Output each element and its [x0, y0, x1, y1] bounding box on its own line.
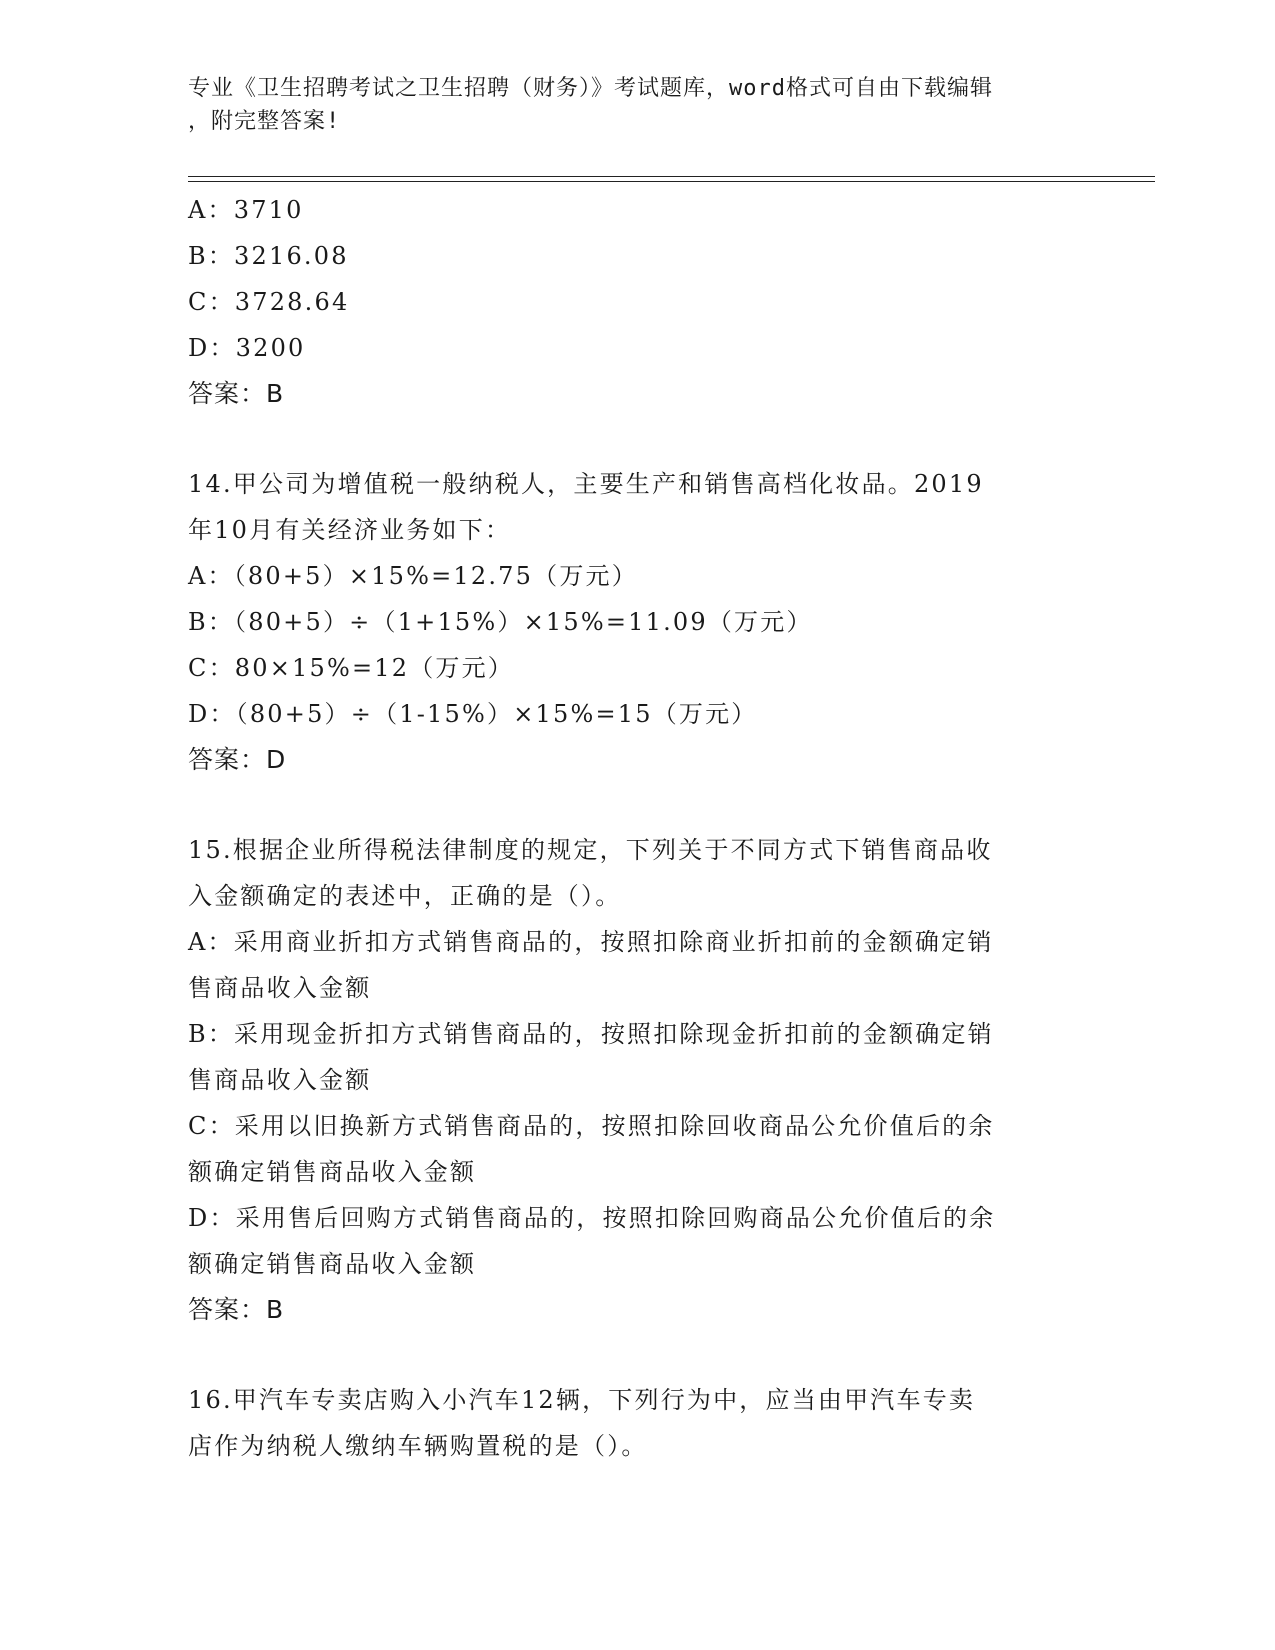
question-stem-line-2: 入金额确定的表述中，正确的是（）。 — [188, 882, 622, 910]
option-c-line-2: 额确定销售商品收入金额 — [188, 1158, 477, 1186]
option-b: B：3216.08 — [188, 242, 349, 270]
option-d: D：（80+5）÷（1-15%）×15%=15（万元） — [188, 700, 758, 728]
option-c-line-1: C：采用以旧换新方式销售商品的，按照扣除回收商品公允价值后的余 — [188, 1112, 995, 1140]
question-stem-line-1: 16.甲汽车专卖店购入小汽车12辆，下列行为中，应当由甲汽车专卖 — [188, 1386, 976, 1414]
header-title-line-2: ，附完整答案! — [188, 109, 341, 134]
question-stem-line-1: 14.甲公司为增值税一般纳税人，主要生产和销售高档化妆品。2019 — [188, 470, 984, 498]
option-d-line-2: 额确定销售商品收入金额 — [188, 1250, 477, 1278]
question-spacer — [188, 783, 1088, 827]
option-d: D：3200 — [188, 334, 306, 362]
header-title-line-1: 专业《卫生招聘考试之卫生招聘（财务）》考试题库，word格式可自由下载编辑 — [188, 76, 993, 101]
option-a-line-2: 售商品收入金额 — [188, 974, 372, 1002]
option-b: B：（80+5）÷（1+15%）×15%=11.09（万元） — [188, 608, 813, 636]
option-a: A：（80+5）×15%=12.75（万元） — [188, 562, 638, 590]
answer-label: 答案：B — [188, 1295, 285, 1324]
question-14 — [188, 461, 1088, 783]
question-stem-line-1: 15.根据企业所得税法律制度的规定，下列关于不同方式下销售商品收 — [188, 836, 993, 864]
page-header — [188, 72, 1068, 138]
option-d-line-1: D：采用售后回购方式销售商品的，按照扣除回购商品公允价值后的余 — [188, 1204, 996, 1232]
question-16 — [188, 1377, 1088, 1469]
option-a-line-1: A：采用商业折扣方式销售商品的，按照扣除商业折扣前的金额确定销 — [188, 928, 994, 956]
option-c: C：3728.64 — [188, 288, 350, 316]
option-c: C：80×15%=12（万元） — [188, 654, 515, 682]
question-stem-line-2: 店作为纳税人缴纳车辆购置税的是（）。 — [188, 1432, 648, 1460]
answer-label: 答案：D — [188, 745, 287, 774]
question-stem-line-2: 年10月有关经济业务如下： — [188, 516, 512, 544]
header-divider-bottom — [188, 181, 1155, 182]
question-15 — [188, 827, 1088, 1333]
answer-label: 答案：B — [188, 379, 285, 408]
option-b-line-1: B：采用现金折扣方式销售商品的，按照扣除现金折扣前的金额确定销 — [188, 1020, 994, 1048]
option-b-line-2: 售商品收入金额 — [188, 1066, 372, 1094]
header-divider-top — [188, 176, 1155, 177]
question-spacer — [188, 417, 1088, 461]
question-list — [188, 187, 1088, 1469]
question-spacer — [188, 1333, 1088, 1377]
option-a: A：3710 — [188, 196, 304, 224]
question-13 — [188, 187, 1088, 417]
